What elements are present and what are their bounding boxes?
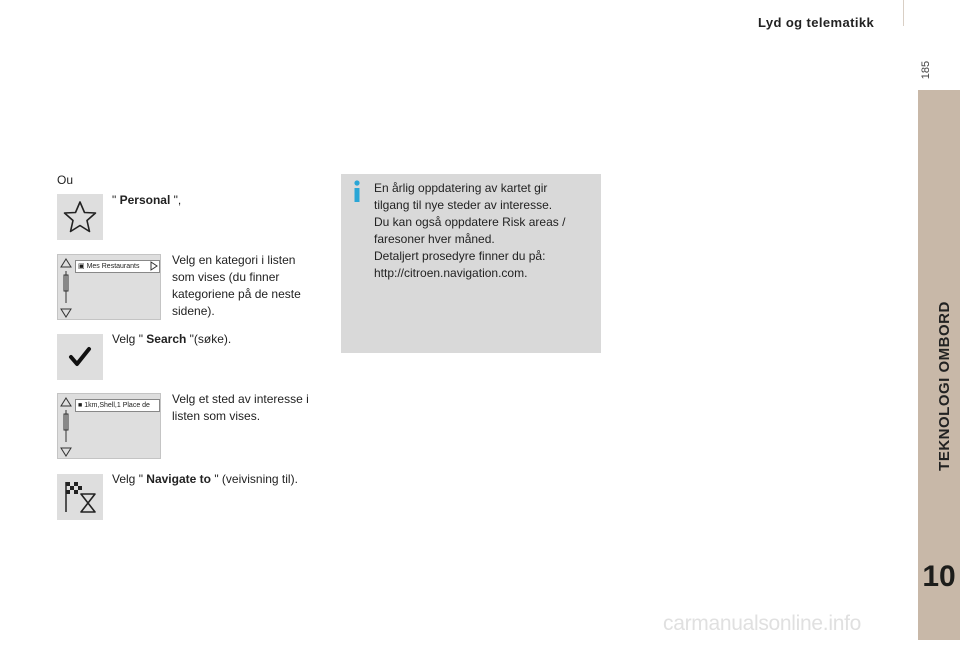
chapter-title: TEKNOLOGI OMBORD xyxy=(936,301,953,471)
list-item-icon: ▣ xyxy=(78,263,85,270)
info-line: En årlig oppdatering av kartet gir xyxy=(374,181,548,195)
step-search-text: Velg " Search "(søke). xyxy=(112,332,232,346)
info-line: faresoner hver måned. xyxy=(374,232,495,246)
info-line: tilgang til nye steder av interesse. xyxy=(374,198,553,212)
screen-list-restaurants xyxy=(57,254,161,320)
info-line: http://citroen.navigation.com. xyxy=(374,266,528,280)
info-text xyxy=(374,180,589,282)
info-icon xyxy=(349,178,365,204)
header-divider xyxy=(903,0,904,26)
page-number: 185 xyxy=(920,60,932,80)
screen-list-poi xyxy=(57,393,161,459)
step-category-text: Velg en kategori i listen som vises (du finner kategoriene på de neste sidene). xyxy=(172,253,301,318)
page-header-title: Lyd og telematikk xyxy=(758,15,875,30)
screen-list-item: ■ 1km,Shell,1 Place de xyxy=(75,399,160,412)
star-icon xyxy=(57,194,103,240)
info-line: Detaljert prosedyre finner du på: xyxy=(374,249,546,263)
step-navigate-text: Velg " Navigate to " (veivisning til). xyxy=(112,472,298,486)
step-personal-text: " Personal ", xyxy=(112,193,182,207)
footer-watermark: carmanualsonline.info xyxy=(663,612,861,635)
ou-label: Ou xyxy=(57,173,74,187)
list-item-icon: ■ xyxy=(78,402,83,409)
screen-list-item: ▣ Mes Restaurants xyxy=(75,260,160,273)
flag-hourglass-icon xyxy=(57,474,103,520)
info-line: Du kan også oppdatere Risk areas / xyxy=(374,215,566,229)
checkmark-icon xyxy=(57,334,103,380)
step-poi-text: Velg et sted av interesse i listen som vises. xyxy=(172,392,309,423)
chevron-right-icon xyxy=(149,261,159,271)
chapter-number: 10 xyxy=(922,560,956,593)
